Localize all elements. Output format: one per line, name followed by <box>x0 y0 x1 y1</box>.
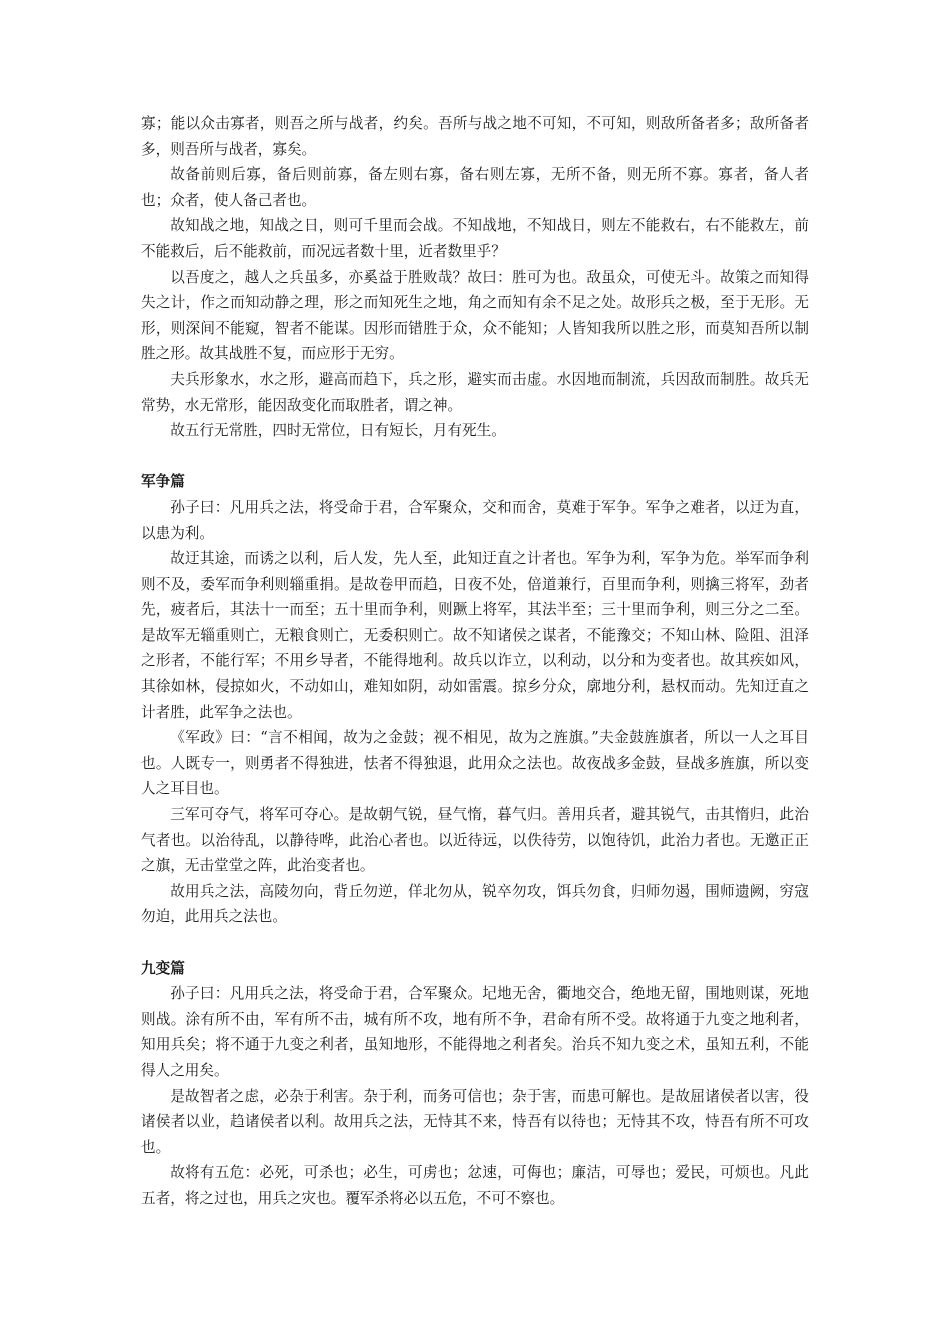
paragraph: 故将有五危：必死，可杀也；必生，可虏也；忿速，可侮也；廉洁，可辱也；爱民，可烦也。凡此五者，将之过也，用兵之灾也。覆军杀将必以五危，不可不察也。 <box>141 1164 809 1207</box>
paragraph: 以吾度之，越人之兵虽多，亦奚益于胜败哉？故曰：胜可为也。敌虽众，可使无斗。故策之而知得失之计，作之而知动静之理，形之而知死生之地，角之而知有余不足之处。故形兵之极，至于无形。无形，则深间不能窥，智者不能谋。因形而错胜于众，众不能知；人皆知我所以胜之形，而莫知吾所以制胜之形。故其战胜不复，而应形于无穷。 <box>141 268 809 363</box>
paragraph: 是故智者之虑，必杂于利害。杂于利，而务可信也；杂于害，而患可解也。是故屈诸侯者以害，役诸侯者以业，趋诸侯者以利。故用兵之法，无恃其不来，恃吾有以待也；无恃其不攻，恃吾有所不可攻也。 <box>141 1087 809 1156</box>
document-page <box>141 111 809 1212</box>
paragraph: 故五行无常胜，四时无常位，日有短长，月有死生。 <box>170 422 506 440</box>
paragraph: 故迂其途，而诱之以利，后人发，先人至，此知迂直之计者也。军争为利，军争为危。举军而争利则不及，委军而争利则辎重捐。是故卷甲而趋，日夜不处，倍道兼行，百里而争利，则擒三将军，劲者先，疲者后，其法十一而至；五十里而争利，则蹶上将军，其法半至；三十里而争利，则三分之二至。是故军无辎重则亡，无粮食则亡，无委积则亡。故不知诸侯之谋者，不能豫交；不知山林、险阻、沮泽之形者，不能行军；不用乡导者，不能得地利。故兵以诈立，以利动，以分和为变者也。故其疾如风，其徐如林，侵掠如火，不动如山，难知如阴，动如雷震。掠乡分众，廓地分利，悬权而动。先知迂直之计者胜，此军争之法也。 <box>141 550 809 721</box>
paragraph: 三军可夺气，将军可夺心。是故朝气锐，昼气惰，暮气归。善用兵者，避其锐气，击其惰归，此治气者也。以治待乱，以静待哗，此治心者也。以近待远，以佚待劳，以饱待饥，此治力者也。无邀正正之旗，无击堂堂之阵，此治变者也。 <box>141 806 809 875</box>
paragraph: 夫兵形象水，水之形，避高而趋下，兵之形，避实而击虚。水因地而制流，兵因敌而制胜。故兵无常势，水无常形，能因敌变化而取胜者，谓之神。 <box>141 370 809 414</box>
section-title-junzheng: 军争篇 <box>141 473 185 491</box>
paragraph: 故备前则后寡，备后则前寡，备左则右寡，备右则左寡，无所不备，则无所不寡。寡者，备人者也；众者，使人备己者也。 <box>141 166 809 209</box>
paragraph: 孙子曰：凡用兵之法，将受命于君，合军聚众，交和而舍，莫难于军争。军争之难者，以迂为直，以患为利。 <box>141 498 809 542</box>
section-gap <box>141 930 809 956</box>
paragraph: 寡；能以众击寡者，则吾之所与战者，约矣。吾所与战之地不可知，不可知，则敌所备者多；敌所备者多，则吾所与战者，寡矣。 <box>141 115 809 158</box>
section-title-jiubian: 九变篇 <box>141 959 185 977</box>
paragraph: 故用兵之法，高陵勿向，背丘勿逆，佯北勿从，锐卒勿攻，饵兵勿食，归师勿遏，围师遗阙，穷寇勿迫，此用兵之法也。 <box>141 882 809 926</box>
paragraph: 孙子曰：凡用兵之法，将受命于君，合军聚众。圮地无舍，衢地交合，绝地无留，围地则谋，死地则战。涂有所不由，军有所不击，城有所不攻，地有所不争，君命有所不受。故将通于九变之地利者，知用兵矣；将不通于九变之利者，虽知地形，不能得地之利者矣。治兵不知九变之术，虽知五利，不能得人之用矣。 <box>141 985 809 1079</box>
paragraph: 《军政》曰：“言不相闻，故为之金鼓；视不相见，故为之旌旗。”夫金鼓旌旗者，所以一人之耳目也。人既专一，则勇者不得独进，怯者不得独退，此用众之法也。故夜战多金鼓，昼战多旌旗，所以变人之耳目也。 <box>141 729 809 798</box>
paragraph: 故知战之地，知战之日，则可千里而会战。不知战地，不知战日，则左不能救右，右不能救左，前不能救后，后不能救前，而况远者数十里，近者数里乎？ <box>141 217 809 260</box>
section-gap <box>141 444 809 470</box>
